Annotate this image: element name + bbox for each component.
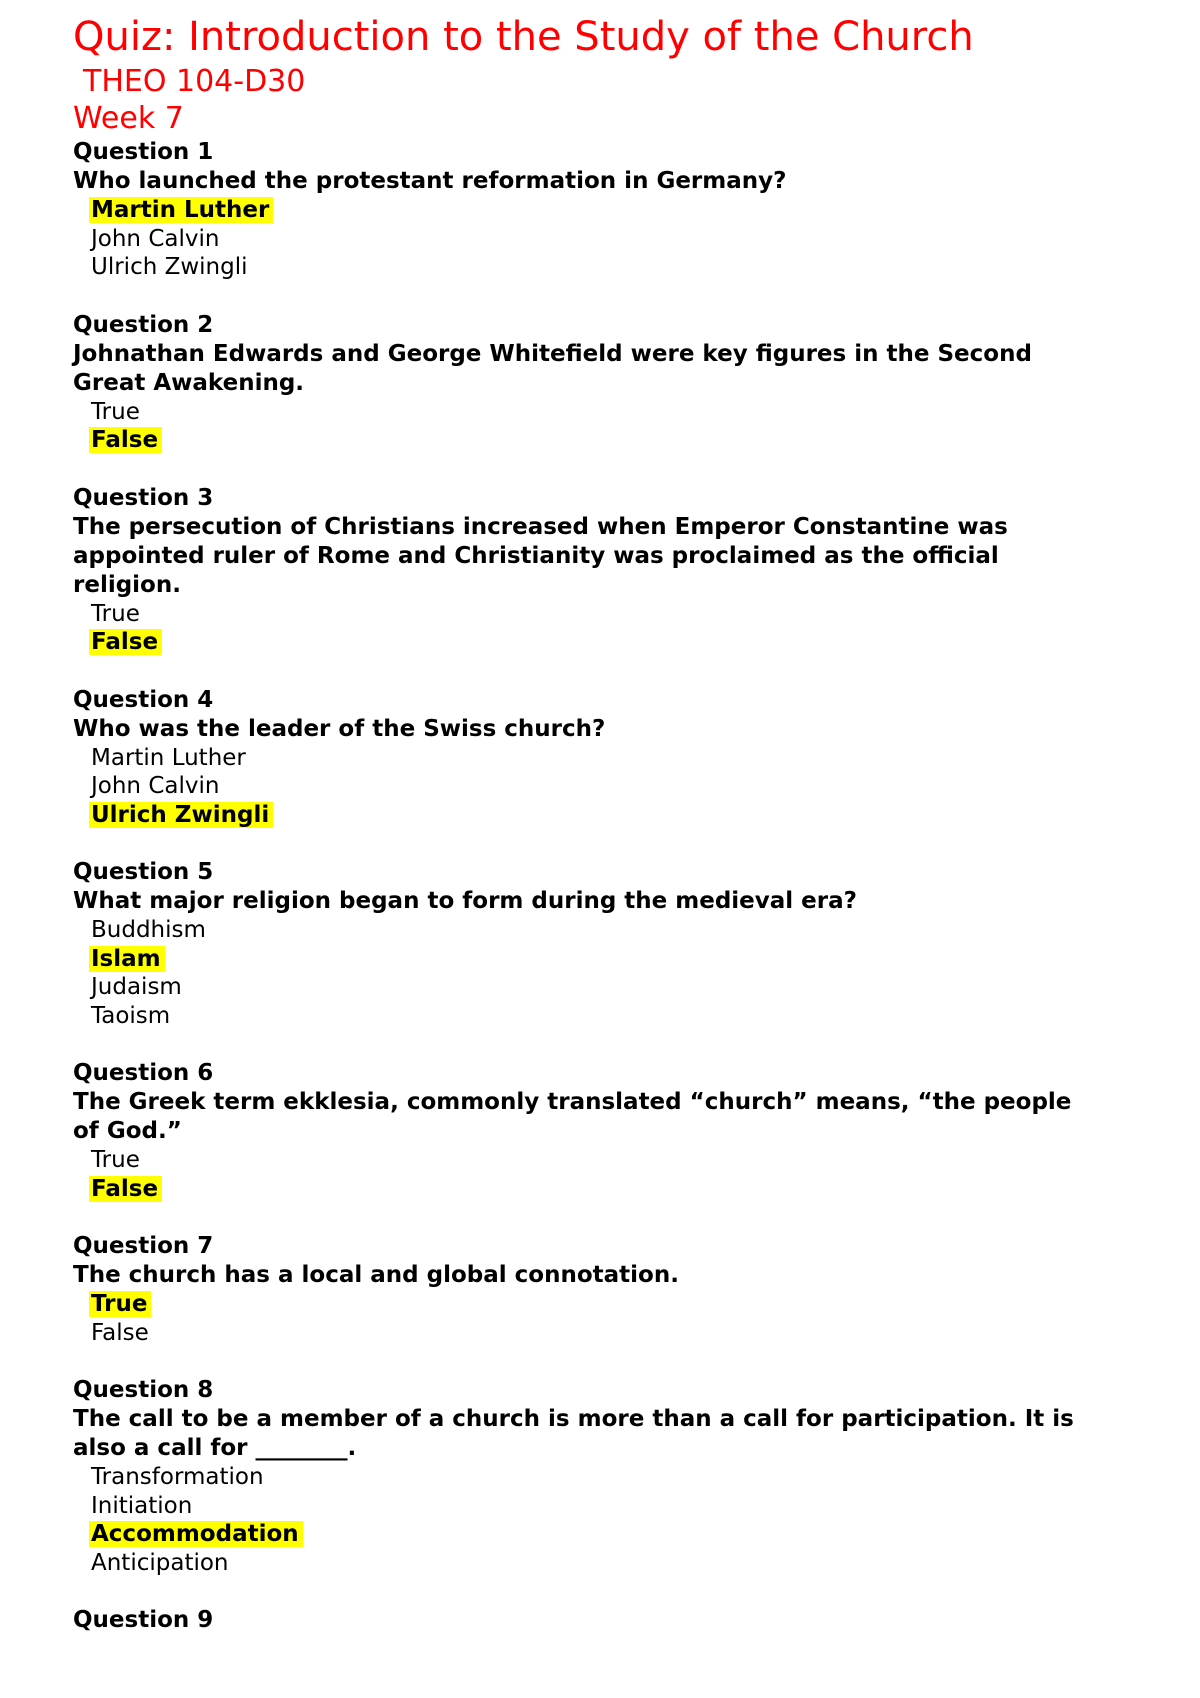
question-block <box>73 138 1173 282</box>
answer-option <box>73 1002 1173 1031</box>
question-number: Question 1 <box>73 139 214 165</box>
answer-option-correct <box>73 1290 1173 1319</box>
answer-option <box>73 225 1173 254</box>
answer-option-label: True <box>91 600 140 627</box>
course-code: THEO 104-D30 <box>83 64 306 99</box>
answer-option-label: Martin Luther <box>89 197 273 223</box>
answer-option-label: False <box>89 629 162 655</box>
question-number: Question 2 <box>73 311 214 338</box>
answer-option-correct <box>73 801 1173 830</box>
question-number: Question 3 <box>73 484 214 511</box>
question-text: Who launched the protestant reformation in Germany? <box>73 168 787 194</box>
answer-option-label: True <box>91 398 140 425</box>
answer-option-label: Anticipation <box>91 1549 229 1576</box>
answer-option-correct <box>73 196 1173 225</box>
answer-option-correct <box>73 1520 1173 1549</box>
question-text: The Greek term ekklesia, commonly translated “church” means, “the people of God.” <box>73 1089 1072 1144</box>
question-list <box>73 138 1173 1635</box>
answer-option-label: Transformation <box>91 1464 264 1490</box>
answer-option <box>73 1492 1173 1521</box>
question-number: Question 5 <box>73 859 214 885</box>
answer-option-label: Taoism <box>91 1002 171 1029</box>
answer-option-label: Judaism <box>91 974 182 1000</box>
answer-option <box>73 1319 1173 1348</box>
answer-option <box>73 1146 1173 1175</box>
answer-option-label: False <box>89 1176 162 1202</box>
question-block <box>73 1232 1173 1347</box>
answer-option-correct <box>73 628 1173 657</box>
answer-option-label: False <box>89 427 162 453</box>
answer-option <box>73 253 1173 282</box>
answer-option-correct <box>73 1175 1173 1204</box>
answer-option <box>73 744 1173 773</box>
answer-option-label: Buddhism <box>91 917 206 943</box>
answer-option-label: True <box>91 1147 140 1173</box>
answer-option <box>73 600 1173 629</box>
week-label: Week 7 <box>73 101 184 136</box>
answer-option-label: Initiation <box>91 1492 193 1519</box>
answer-option <box>73 772 1173 801</box>
answer-option-label: Accommodation <box>89 1521 303 1547</box>
question-text: Johnathan Edwards and George Whitefield were key figures in the Second Great Awakening. <box>73 340 1032 396</box>
question-block <box>73 311 1173 455</box>
question-number: Question 9 <box>73 1607 214 1633</box>
answer-option <box>73 1549 1173 1578</box>
question-text: What major religion began to form during the medieval era? <box>73 888 857 914</box>
question-text: Who was the leader of the Swiss church? <box>73 715 606 742</box>
answer-option-label: Martin Luther <box>91 744 246 771</box>
answer-option <box>73 973 1173 1002</box>
answer-option-label: Islam <box>89 946 165 972</box>
answer-option-label: John Calvin <box>91 225 220 252</box>
answer-option <box>73 916 1173 945</box>
question-block <box>73 1606 1173 1635</box>
question-block <box>73 686 1173 830</box>
question-number: Question 4 <box>73 686 214 713</box>
question-number: Question 6 <box>73 1060 214 1086</box>
question-number: Question 7 <box>73 1233 214 1259</box>
quiz-title: Quiz: Introduction to the Study of the Church <box>73 14 974 60</box>
question-block <box>73 484 1173 657</box>
answer-option-label: Ulrich Zwingli <box>91 254 248 280</box>
answer-option-correct <box>73 945 1173 974</box>
document-page <box>73 10 1173 1664</box>
question-number: Question 8 <box>73 1377 214 1403</box>
answer-option-label: False <box>91 1319 149 1346</box>
question-text: The persecution of Christians increased when Emperor Constantine was appointed ruler of Rome and Christianity was proclaimed as the official religion. <box>73 513 1008 598</box>
question-block <box>73 858 1173 1030</box>
answer-option-correct <box>73 426 1173 455</box>
question-text: The church has a local and global connotation. <box>73 1262 679 1288</box>
answer-option <box>73 1463 1173 1492</box>
answer-option <box>73 398 1173 427</box>
question-text: The call to be a member of a church is more than a call for participation. It is also a call for ________. <box>73 1406 1074 1461</box>
answer-option-label: True <box>89 1291 151 1317</box>
answer-option-label: John Calvin <box>91 773 220 799</box>
answer-option-label: Ulrich Zwingli <box>89 802 273 828</box>
question-block <box>73 1059 1173 1203</box>
question-block <box>73 1376 1173 1577</box>
